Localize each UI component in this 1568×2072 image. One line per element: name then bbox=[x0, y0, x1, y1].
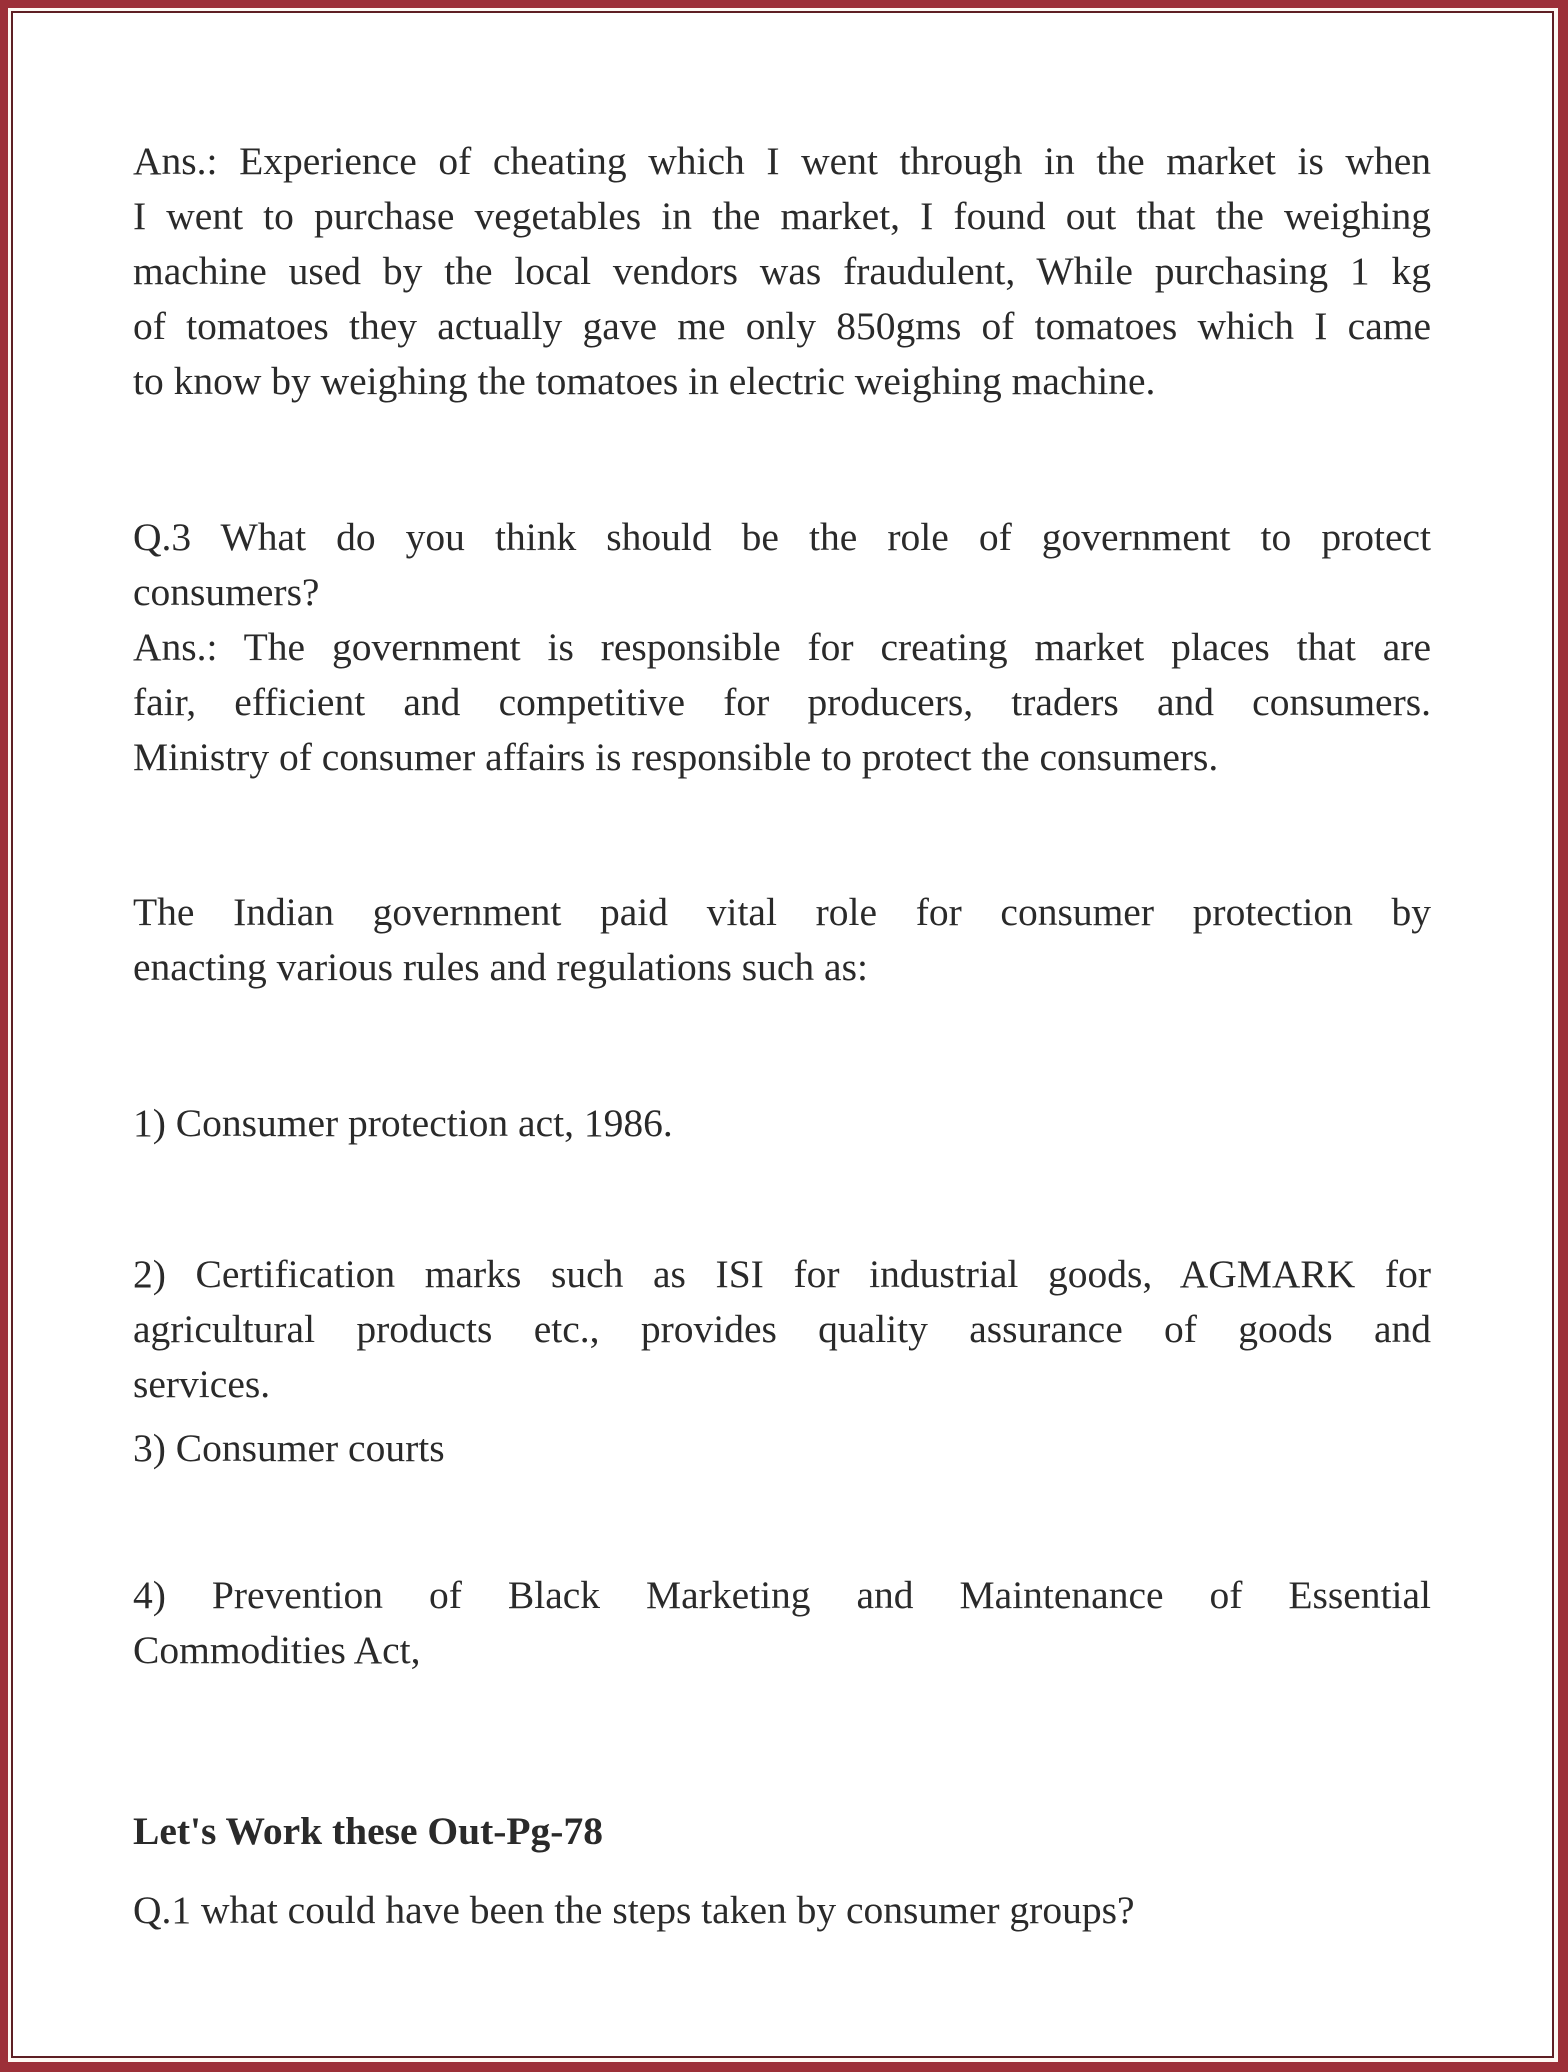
list-item-3 bbox=[133, 1421, 1431, 1476]
text-line: Ans.: The government is responsible for creating market places that are bbox=[133, 625, 1431, 669]
answer-paragraph-q2 bbox=[133, 134, 1431, 409]
text-line: Ministry of consumer affairs is responsible to protect the consumers. bbox=[133, 735, 1219, 779]
text-line: Commodities Act, bbox=[133, 1628, 421, 1672]
text-line: services. bbox=[133, 1362, 271, 1406]
answer-paragraph-q3 bbox=[133, 620, 1431, 785]
text-line: Q.3 What do you think should be the role of government to protect bbox=[133, 515, 1431, 559]
text-line: Ans.: Experience of cheating which I went through in the market is when bbox=[133, 139, 1431, 183]
text-line: to know by weighing the tomatoes in electric weighing machine. bbox=[133, 359, 1156, 403]
text-line: 2) Certification marks such as ISI for industrial goods, AGMARK for bbox=[133, 1252, 1431, 1296]
text-line: agricultural products etc., provides quality assurance of goods and bbox=[133, 1307, 1431, 1351]
text-line: 4) Prevention of Black Marketing and Maintenance of Essential bbox=[133, 1573, 1431, 1617]
list-item-1 bbox=[133, 1096, 1431, 1151]
list-item-4 bbox=[133, 1568, 1431, 1678]
question-3 bbox=[133, 510, 1431, 620]
question-1 bbox=[133, 1883, 1431, 1938]
text-line: machine used by the local vendors was fraudulent, While purchasing 1 kg bbox=[133, 249, 1431, 293]
text-line: Q.1 what could have been the steps taken by consumer groups? bbox=[133, 1888, 1135, 1932]
text-line: consumers? bbox=[133, 570, 320, 614]
text-line: fair, efficient and competitive for producers, traders and consumers. bbox=[133, 680, 1431, 724]
text-line: of tomatoes they actually gave me only 850gms of tomatoes which I came bbox=[133, 304, 1431, 348]
list-item-2 bbox=[133, 1247, 1431, 1412]
heading-text: Let's Work these Out-Pg-78 bbox=[133, 1809, 603, 1853]
section-heading bbox=[133, 1804, 1431, 1859]
text-line: I went to purchase vegetables in the market, I found out that the weighing bbox=[133, 194, 1431, 238]
text-line: 1) Consumer protection act, 1986. bbox=[133, 1101, 673, 1145]
indian-government-paragraph bbox=[133, 885, 1431, 995]
text-line: enacting various rules and regulations such as: bbox=[133, 945, 868, 989]
text-line: 3) Consumer courts bbox=[133, 1426, 445, 1470]
text-line: The Indian government paid vital role for consumer protection by bbox=[133, 890, 1431, 934]
